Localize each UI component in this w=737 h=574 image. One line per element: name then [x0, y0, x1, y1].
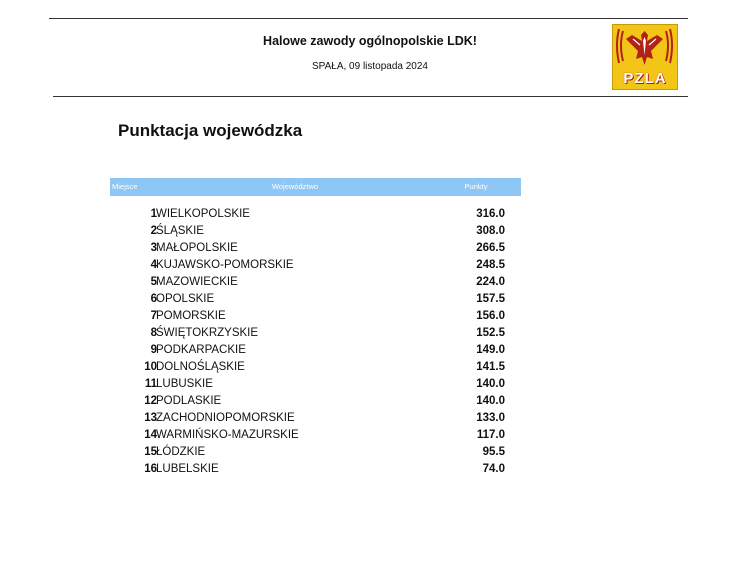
points-cell: 308.0 [476, 225, 505, 237]
region-cell: LUBUSKIE [156, 378, 213, 390]
column-header-region: Województwo [271, 182, 319, 191]
region-cell: WIELKOPOLSKIE [156, 208, 250, 220]
table-row [110, 240, 521, 257]
header-divider [53, 96, 688, 97]
table-row [110, 206, 521, 223]
table-row [110, 427, 521, 444]
table-row [110, 342, 521, 359]
region-cell: MAZOWIECKIE [156, 276, 238, 288]
region-cell: PODLASKIE [156, 395, 222, 407]
place-cell: 5 [150, 276, 157, 288]
region-cell: ŚLĄSKIE [156, 225, 204, 237]
region-cell: LUBELSKIE [156, 463, 219, 475]
points-cell: 316.0 [476, 208, 505, 220]
table-row [110, 325, 521, 342]
points-cell: 248.5 [476, 259, 505, 271]
top-rule [49, 18, 688, 19]
points-cell: 156.0 [476, 310, 505, 322]
place-cell: 3 [150, 242, 157, 254]
points-cell: 140.0 [476, 378, 505, 390]
region-cell: ŁÓDZKIE [156, 446, 206, 458]
table-row [110, 223, 521, 240]
region-cell: MAŁOPOLSKIE [156, 242, 238, 254]
column-header-place: Miejsce [112, 182, 138, 191]
pzla-logo [612, 24, 678, 90]
region-cell: OPOLSKIE [156, 293, 215, 305]
table-row [110, 410, 521, 427]
place-cell: 16 [144, 463, 157, 475]
place-cell: 13 [144, 412, 157, 424]
event-title: Halowe zawody ogólnopolskie LDK! [263, 34, 477, 48]
table-row [110, 308, 521, 325]
section-title: Punktacja wojewódzka [118, 121, 303, 140]
place-cell: 12 [144, 395, 157, 407]
table-row [110, 444, 521, 461]
points-cell: 157.5 [476, 293, 505, 305]
table-row [110, 359, 521, 376]
region-cell: ŚWIĘTOKRZYSKIE [156, 327, 259, 339]
region-cell: WARMIŃSKO-MAZURSKIE [156, 429, 299, 441]
table-row [110, 393, 521, 410]
place-cell: 4 [150, 259, 157, 271]
points-cell: 224.0 [476, 276, 505, 288]
table-row [110, 274, 521, 291]
column-header-points: Punkty [464, 182, 488, 191]
points-cell: 266.5 [476, 242, 505, 254]
place-cell: 15 [144, 446, 157, 458]
table-row [110, 257, 521, 274]
standings-table [110, 206, 521, 478]
points-cell: 149.0 [476, 344, 505, 356]
table-row [110, 461, 521, 478]
place-cell: 2 [150, 225, 157, 237]
logo-text: PZLA [623, 70, 667, 87]
place-cell: 7 [150, 310, 157, 322]
table-header [110, 178, 521, 196]
region-cell: ZACHODNIOPOMORSKIE [156, 412, 295, 424]
place-cell: 6 [150, 293, 157, 305]
points-cell: 133.0 [476, 412, 505, 424]
region-cell: PODKARPACKIE [156, 344, 246, 356]
region-cell: DOLNOŚLĄSKIE [156, 361, 245, 373]
points-cell: 141.5 [476, 361, 505, 373]
region-cell: POMORSKIE [156, 310, 226, 322]
points-cell: 117.0 [476, 429, 505, 441]
place-cell: 8 [150, 327, 157, 339]
table-row [110, 376, 521, 393]
place-cell: 14 [144, 429, 157, 441]
table-row [110, 291, 521, 308]
points-cell: 152.5 [476, 327, 505, 339]
place-cell: 1 [150, 208, 157, 220]
points-cell: 95.5 [482, 446, 505, 458]
event-subtitle: SPAŁA, 09 listopada 2024 [311, 61, 428, 72]
place-cell: 11 [144, 378, 157, 390]
place-cell: 9 [150, 344, 157, 356]
points-cell: 74.0 [482, 463, 505, 475]
place-cell: 10 [144, 361, 157, 373]
points-cell: 140.0 [476, 395, 505, 407]
region-cell: KUJAWSKO-POMORSKIE [156, 259, 294, 271]
